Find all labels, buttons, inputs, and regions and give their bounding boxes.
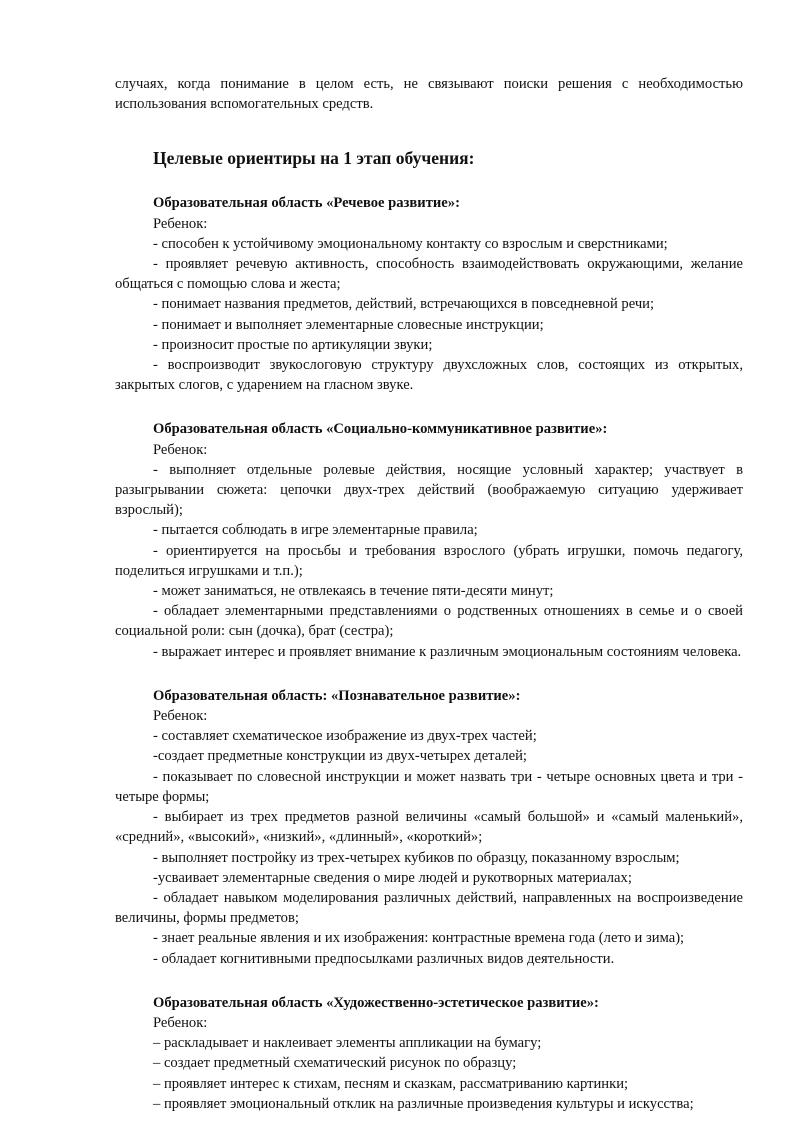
section-art xyxy=(115,993,743,1114)
document-page xyxy=(115,74,743,1114)
section-label: Ребенок: xyxy=(153,441,208,458)
list-item: - способен к устойчивому эмоциональному контакту со взрослым и сверстниками; xyxy=(153,235,668,252)
list-item: - выполняет отдельные ролевые действия, носящие условный характер; участвует в разыгрывании сюжета: цепочки двух-трех действий (воображаемую ситуацию удерживает взрослый); xyxy=(115,461,743,519)
list-item: - понимает названия предметов, действий, встречающихся в повседневной речи; xyxy=(153,296,655,313)
list-item: - пытается соблюдать в игре элементарные правила; xyxy=(153,522,478,539)
section-social xyxy=(115,419,743,661)
list-item: -создает предметные конструкции из двух-четырех деталей; xyxy=(153,748,527,765)
list-item: – раскладывает и наклеивает элементы аппликации на бумагу; xyxy=(153,1035,542,1052)
list-item: - выбирает из трех предметов разной величины «самый большой» и «самый маленький», «средний», «высокий», «низкий», «длинный», «короткий»; xyxy=(115,809,743,846)
list-item: – проявляет эмоциональный отклик на различные произведения культуры и искусства; xyxy=(153,1095,694,1112)
list-item: -усваивает элементарные сведения о мире людей и рукотворных материалах; xyxy=(153,869,632,886)
list-item: - может заниматься, не отвлекаясь в течение пяти-десяти минут; xyxy=(153,583,554,600)
section-cognitive xyxy=(115,686,743,969)
list-item: - проявляет речевую активность, способность взаимодействовать окружающими, желание общаться с помощью слова и жеста; xyxy=(115,256,743,293)
list-item: - обладает навыком моделирования различных действий, направленных на воспроизведение величины, формы предметов; xyxy=(115,889,743,927)
list-item: - знает реальные явления и их изображения: контрастные времена года (лето и зима); xyxy=(153,930,685,947)
list-item: - произносит простые по артикуляции звуки; xyxy=(153,336,433,353)
list-item: – создает предметный схематический рисунок по образцу; xyxy=(153,1055,517,1072)
section-title: Образовательная область «Социально-коммуникативное развитие»: xyxy=(153,421,608,438)
list-item: - понимает и выполняет элементарные словесные инструкции; xyxy=(153,316,544,333)
list-item: - обладает когнитивными предпосылками различных видов деятельности. xyxy=(153,950,615,967)
list-item: - обладает элементарными представлениями о родственных отношениях в семье и о своей социальной роли: сын (дочка), брат (сестра); xyxy=(115,603,743,640)
section-title: Образовательная область «Речевое развитие»: xyxy=(153,195,460,212)
list-item: - выражает интерес и проявляет внимание к различным эмоциональным состояниям человека. xyxy=(153,643,742,660)
section-label: Ребенок: xyxy=(153,215,208,232)
main-title: Целевые ориентиры на 1 этап обучения: xyxy=(153,148,475,169)
list-item: - составляет схематическое изображение из двух-трех частей; xyxy=(153,728,537,745)
section-label: Ребенок: xyxy=(153,708,208,725)
section-title: Образовательная область «Художественно-эстетическое развитие»: xyxy=(153,994,599,1011)
list-item: - воспроизводит звукослоговую структуру двухсложных слов, состоящих из открытых, закрытых слогов, с ударением на гласном звуке. xyxy=(115,357,743,394)
list-item: – проявляет интерес к стихам, песням и сказкам, рассматриванию картинки; xyxy=(153,1075,629,1092)
section-label: Ребенок: xyxy=(153,1014,208,1031)
intro-paragraph: случаях, когда понимание в целом есть, не связывают поиски решения с необходимостью использования вспомогательных средств. xyxy=(115,76,743,113)
list-item: - ориентируется на просьбы и требования взрослого (убрать игрушки, помочь педагогу, поделиться игрушками и т.п.); xyxy=(115,542,743,579)
section-speech xyxy=(115,193,743,395)
list-item: - выполняет постройку из трех-четырех кубиков по образцу, показанному взрослым; xyxy=(153,849,680,866)
list-item: - показывает по словесной инструкции и может назвать три - четыре основных цвета и три - четыре формы; xyxy=(115,768,743,805)
section-title: Образовательная область: «Познавательное развитие»: xyxy=(153,687,521,704)
